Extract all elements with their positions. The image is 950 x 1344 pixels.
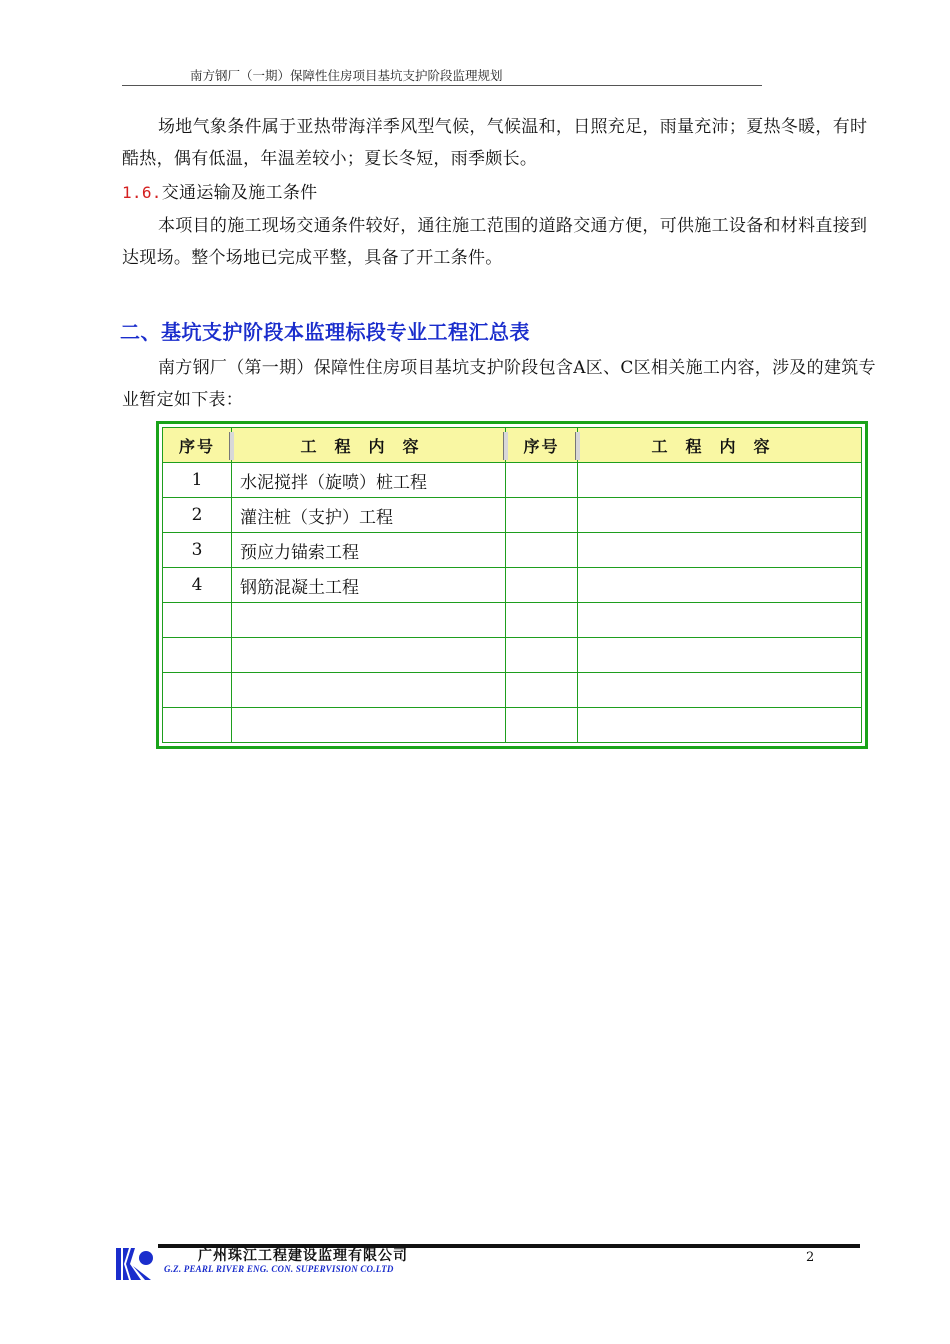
cell-index xyxy=(506,638,578,673)
company-name-en: G.Z. PEARL RIVER ENG. CON. SUPERVISION CO.LTD xyxy=(164,1264,394,1274)
section-heading-1-6 xyxy=(122,177,878,209)
cell-content xyxy=(578,638,862,673)
cell-content xyxy=(578,708,862,743)
cell-index xyxy=(163,603,232,638)
company-name-cn: 广州珠江工程建设监理有限公司 xyxy=(198,1248,408,1264)
table-row xyxy=(163,673,862,708)
cell-index xyxy=(163,673,232,708)
cell-index: 2 xyxy=(163,498,232,533)
cell-content xyxy=(578,463,862,498)
cell-content xyxy=(232,603,506,638)
cell-content: 水泥搅拌（旋喷）桩工程 xyxy=(232,463,506,498)
table-row xyxy=(163,638,862,673)
cell-index xyxy=(506,498,578,533)
cell-content xyxy=(578,568,862,603)
cell-content xyxy=(232,673,506,708)
header-separator xyxy=(229,432,234,460)
pearl-river-logo-icon xyxy=(115,1246,155,1282)
cell-content xyxy=(578,533,862,568)
table-header-row xyxy=(163,428,862,463)
heading-summary-table: 二、基坑支护阶段本监理标段专业工程汇总表 xyxy=(120,320,530,344)
header-separator xyxy=(503,432,508,460)
table-row xyxy=(163,603,862,638)
cell-content: 预应力锚索工程 xyxy=(232,533,506,568)
table-row xyxy=(163,498,862,533)
cell-index xyxy=(506,533,578,568)
cell-index xyxy=(163,638,232,673)
cell-index xyxy=(506,463,578,498)
col-header-index-1: 序号 xyxy=(163,428,232,463)
cell-index xyxy=(506,708,578,743)
table-row xyxy=(163,533,862,568)
paragraph-traffic: 本项目的施工现场交通条件较好，通往施工范围的道路交通方便，可供施工设备和材料直接到达现场。整个场地已完成平整，具备了开工条件。 xyxy=(122,216,868,268)
cell-index xyxy=(506,673,578,708)
header-title: 南方钢厂（一期）保障性住房项目基坑支护阶段监理规划 xyxy=(122,66,762,86)
summary-table-frame xyxy=(156,421,868,749)
cell-content: 钢筋混凝土工程 xyxy=(232,568,506,603)
summary-table xyxy=(162,427,862,743)
cell-content xyxy=(232,708,506,743)
cell-index xyxy=(163,708,232,743)
page-number: 2 xyxy=(806,1250,815,1265)
cell-content: 灌注桩（支护）工程 xyxy=(232,498,506,533)
cell-index xyxy=(506,568,578,603)
cell-content xyxy=(578,498,862,533)
cell-content xyxy=(578,673,862,708)
section-title: 交通运输及施工条件 xyxy=(161,183,318,203)
cell-index xyxy=(506,603,578,638)
col-header-index-2: 序号 xyxy=(506,428,578,463)
section-number: 1.6. xyxy=(122,183,162,202)
paragraph-scope: 南方钢厂（第一期）保障性住房项目基坑支护阶段包含A区、C区相关施工内容，涉及的建筑专业暂定如下表： xyxy=(122,358,876,410)
cell-content xyxy=(578,603,862,638)
table-row xyxy=(163,568,862,603)
table-row xyxy=(163,708,862,743)
cell-index: 1 xyxy=(163,463,232,498)
table-row xyxy=(163,463,862,498)
cell-index: 3 xyxy=(163,533,232,568)
col-header-content-2: 工程内容 xyxy=(578,428,862,463)
col-header-content-1: 工程内容 xyxy=(232,428,506,463)
cell-content xyxy=(232,638,506,673)
cell-index: 4 xyxy=(163,568,232,603)
header-separator xyxy=(575,432,580,460)
paragraph-weather: 场地气象条件属于亚热带海洋季风型气候，气候温和，日照充足，雨量充沛；夏热冬暖，有时酷热，偶有低温，年温差较小；夏长冬短，雨季颇长。 xyxy=(122,117,868,169)
